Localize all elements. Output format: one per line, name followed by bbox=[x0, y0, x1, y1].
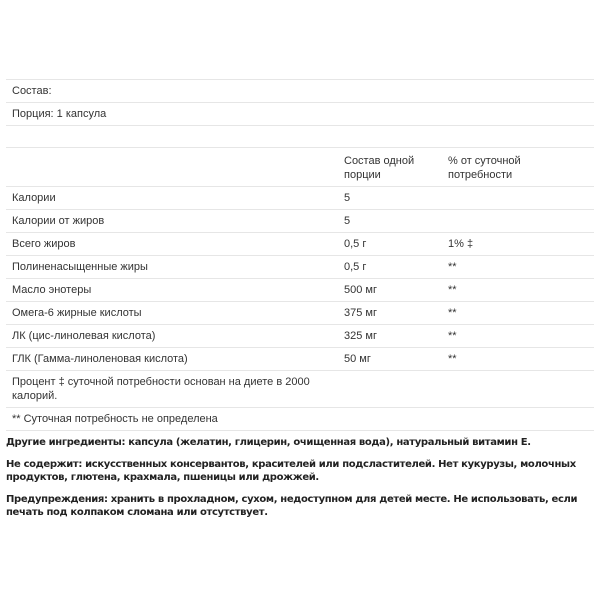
nutrient-dv: ** bbox=[448, 307, 457, 319]
nutrient-amount: 0,5 г bbox=[344, 261, 367, 273]
nutrient-name: ГЛК (Гамма-линоленовая кислота) bbox=[12, 353, 188, 365]
nutrient-name: Омега-6 жирные кислоты bbox=[12, 307, 142, 319]
nutrient-name: ЛК (цис-линолевая кислота) bbox=[12, 330, 156, 342]
table-row bbox=[6, 324, 594, 347]
nutrient-dv bbox=[448, 187, 594, 209]
footnote-row bbox=[6, 407, 594, 431]
table-row bbox=[6, 209, 594, 232]
header-name bbox=[6, 150, 338, 186]
nutrient-amount: 375 мг bbox=[344, 307, 377, 319]
nutrient-amount: 325 мг bbox=[344, 330, 377, 342]
nutrient-name: Калории bbox=[12, 192, 56, 204]
nutrient-dv: ** bbox=[448, 284, 457, 296]
warnings: Предупреждения: хранить в прохладном, сухом, недоступном для детей месте. Не использовать, если печать под колпаком сломана или отсутствует. bbox=[6, 494, 578, 518]
nutrient-amount: 0,5 г bbox=[344, 238, 367, 250]
nutrient-name: Всего жиров bbox=[12, 238, 76, 250]
header-row bbox=[6, 147, 594, 186]
nutrient-dv: ** bbox=[448, 330, 457, 342]
nutrient-name: Калории от жиров bbox=[12, 215, 105, 227]
table-row bbox=[6, 347, 594, 370]
table-row bbox=[6, 301, 594, 324]
nutrient-amount: 5 bbox=[344, 215, 351, 227]
nutrient-dv: 1% ‡ bbox=[448, 238, 474, 250]
supplement-facts-table bbox=[6, 79, 594, 431]
table-row bbox=[6, 186, 594, 209]
nutrient-amount: 500 мг bbox=[344, 284, 377, 296]
nutrient-amount: 50 мг bbox=[344, 353, 371, 365]
nutrient-name: Масло энотеры bbox=[12, 284, 92, 296]
composition-label: Состав: bbox=[12, 85, 52, 97]
footnote-row bbox=[6, 370, 594, 407]
not-established-footnote: ** Суточная потребность не определена bbox=[12, 413, 218, 425]
product-notes bbox=[6, 436, 594, 528]
daily-value-footnote: Процент ‡ суточной потребности основан на диете в 2000 калорий. bbox=[12, 376, 310, 402]
nutrient-dv: ** bbox=[448, 261, 457, 273]
nutrient-amount: 5 bbox=[344, 192, 351, 204]
does-not-contain: Не содержит: искусственных консервантов, красителей или подсластителей. Нет кукурузы, молочных продуктов, глютена, крахмала, пшеницы или дрожжей. bbox=[6, 459, 576, 483]
serving-row bbox=[6, 102, 594, 125]
nutrient-dv: ** bbox=[448, 353, 457, 365]
table-row bbox=[6, 232, 594, 255]
table-row bbox=[6, 255, 594, 278]
other-ingredients: Другие ингредиенты: капсула (желатин, глицерин, очищенная вода), натуральный витамин E. bbox=[6, 437, 531, 448]
composition-row bbox=[6, 79, 594, 102]
header-amount: Состав одной порции bbox=[344, 155, 415, 181]
header-dv: % от суточной потребности bbox=[448, 155, 521, 181]
table-row bbox=[6, 278, 594, 301]
serving-size: Порция: 1 капсула bbox=[12, 108, 107, 120]
spacer-row bbox=[6, 125, 594, 147]
nutrient-dv bbox=[448, 210, 594, 232]
nutrient-name: Полиненасыщенные жиры bbox=[12, 261, 148, 273]
